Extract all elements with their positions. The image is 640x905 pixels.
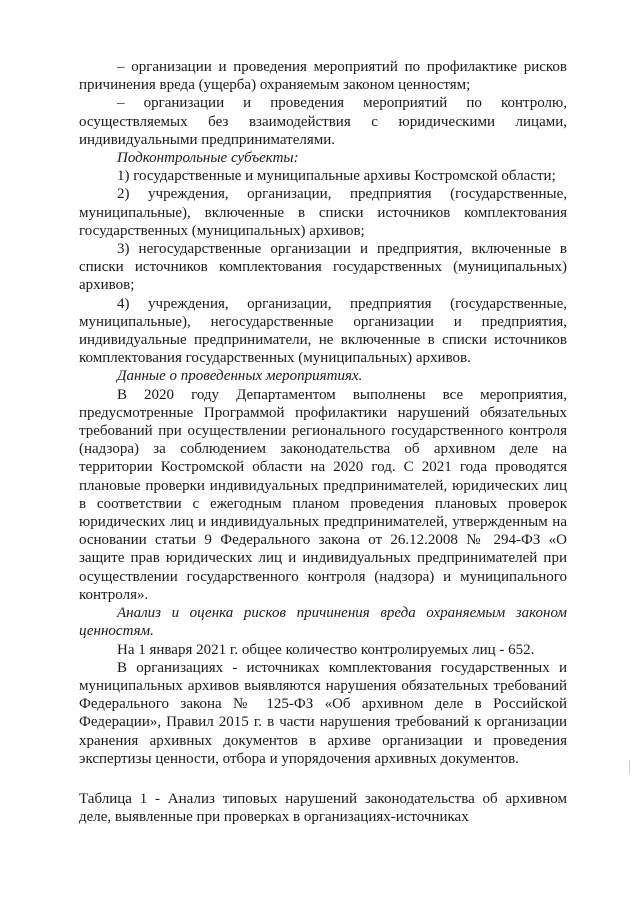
bullet-prevention: – организации и проведения мероприятий по профилактике рисков причинения вреда (ущерба) охраняемым законом ценностям; [79,59,567,94]
subject-item-1: 1) государственные и муниципальные архивы Костромской области; [117,168,556,185]
activities-heading: Данные о проведенных мероприятиях. [117,368,363,385]
scan-mark [629,760,630,774]
table-caption: Таблица 1 - Анализ типовых нарушений законодательства об архивном деле, выявленные при проверках в организациях-источниках [79,790,567,826]
risk-analysis-heading: Анализ и оценка рисков причинения вреда охраняемым законом ценностям. [79,605,567,640]
document-page [79,58,567,826]
subjects-heading: Подконтрольные субъекты: [117,150,299,167]
controlled-count-paragraph: На 1 января 2021 г. общее количество контролируемых лиц - 652. [117,641,535,658]
subject-item-3: 3) негосударственные организации и предприятия, включенные в списки источников комплектования государственных (муниципальных) архивов; [79,241,567,294]
activities-paragraph: В 2020 году Департаментом выполнены все мероприятия, предусмотренные Программой профилактики нарушений обязательных требований при осуществлении регионального государственного контроля (надзора) за соблюдением законодательства об архивном деле на территории Костромской области на 2020 год. С 2021 года проводятся плановые проверки индивидуальных предпринимателей, юридических лиц в соответствии с ежегодным планом проведения плановых проверок юридических лиц и индивидуальных предпринимателей, утвержденным на основании статьи 9 Федерального закона от 26.12.2008 № 294-ФЗ «О защите прав юридических лиц и индивидуальных предпринимателей при осуществлении государственного контроля (надзора) и муниципального контроля». [79,386,567,603]
bullet-control: – организации и проведения мероприятий по контролю, осуществляемых без взаимодействия с юридическими лицами, индивидуальными предпринимателями. [79,95,567,148]
subject-item-4: 4) учреждения, организации, предприятия (государственные, муниципальные), негосударственные организации и предприятия, индивидуальные предприниматели, не включенные в списки источников комплектования государственных (муниципальных) архивов. [79,295,567,367]
violations-paragraph: В организациях - источниках комплектования государственных и муниципальных архивов выявляются нарушения обязательных требований Федерального закона № 125-ФЗ «Об архивном деле в Российской Федерации», Правил 2015 г. в части нарушения требований к организации хранения архивных документов в архиве организации и проведения экспертизы ценности, отбора и упорядочения архивных документов. [79,659,567,767]
subject-item-2: 2) учреждения, организации, предприятия (государственные, муниципальные), включенные в списки источников комплектования государственных (муниципальных) архивов; [79,186,567,239]
